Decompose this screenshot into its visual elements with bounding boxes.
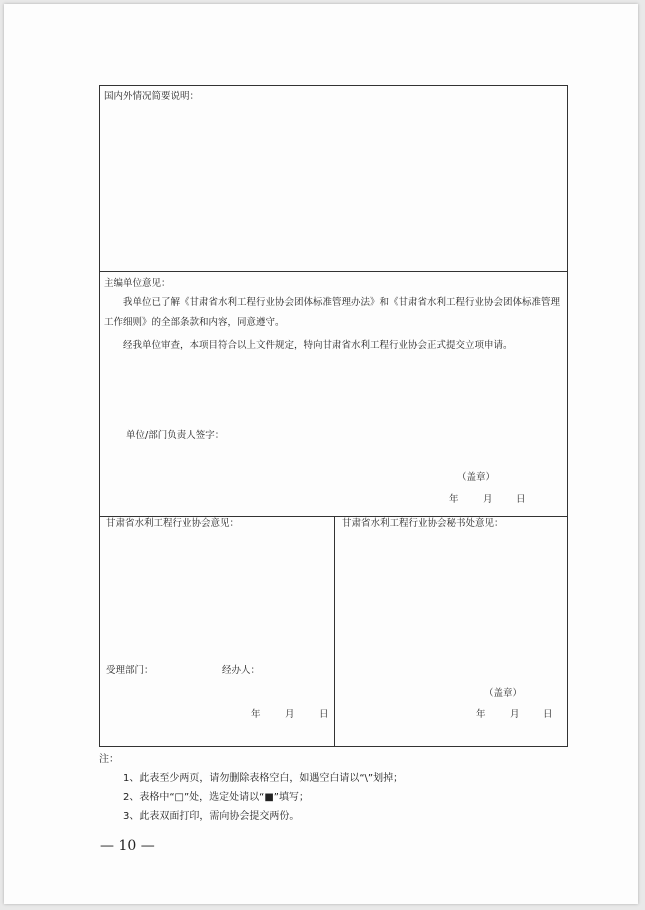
right-date-month: 月 — [510, 709, 520, 720]
notes-title: 注： — [99, 754, 119, 765]
column-divider — [334, 516, 335, 746]
row-divider-1 — [100, 271, 567, 272]
left-date-day: 日 — [319, 709, 329, 720]
editor-unit-opinion-label: 主编单位意见： — [104, 278, 171, 289]
right-date-day: 日 — [543, 709, 553, 720]
right-seal-label: （盖章） — [484, 688, 523, 699]
right-date-year: 年 — [476, 709, 486, 720]
editor-unit-paragraph-1: 我单位已了解《甘肃省水利工程行业协会团体标准管理办法》和《甘肃省水利工程行业协会团体标准管理工作细则》的全部条款和内容，同意遵守。 — [104, 297, 561, 328]
date-month: 月 — [483, 494, 493, 505]
date-year: 年 — [449, 494, 459, 505]
document-page — [4, 4, 638, 904]
receiving-department-label: 受理部门： — [106, 665, 154, 676]
page-number: — 10 — — [100, 838, 155, 854]
note-item-1: 1、此表至少两页，请勿删除表格空白，如遇空白请以“\”划掉； — [123, 773, 404, 784]
handler-label: 经办人： — [222, 665, 261, 676]
left-date-month: 月 — [285, 709, 295, 720]
date-day: 日 — [516, 494, 526, 505]
signature-label: 单位/部门负责人签字： — [126, 430, 225, 441]
editor-unit-paragraph-2: 经我单位审查，本项目符合以上文件规定，特向甘肃省水利工程行业协会正式提交立项申请。 — [123, 340, 513, 351]
application-form-table — [99, 85, 568, 747]
left-date-year: 年 — [251, 709, 261, 720]
secretariat-opinion-label: 甘肃省水利工程行业协会秘书处意见： — [342, 518, 504, 529]
association-opinion-label: 甘肃省水利工程行业协会意见： — [106, 518, 240, 529]
notes-section — [99, 750, 403, 826]
domestic-foreign-situation-label: 国内外情况简要说明： — [104, 91, 200, 102]
note-item-2: 2、表格中“□”处，选定处请以“■”填写； — [123, 792, 309, 803]
note-item-3: 3、此表双面打印，需向协会提交两份。 — [123, 811, 300, 822]
seal-label: （盖章） — [457, 472, 496, 483]
